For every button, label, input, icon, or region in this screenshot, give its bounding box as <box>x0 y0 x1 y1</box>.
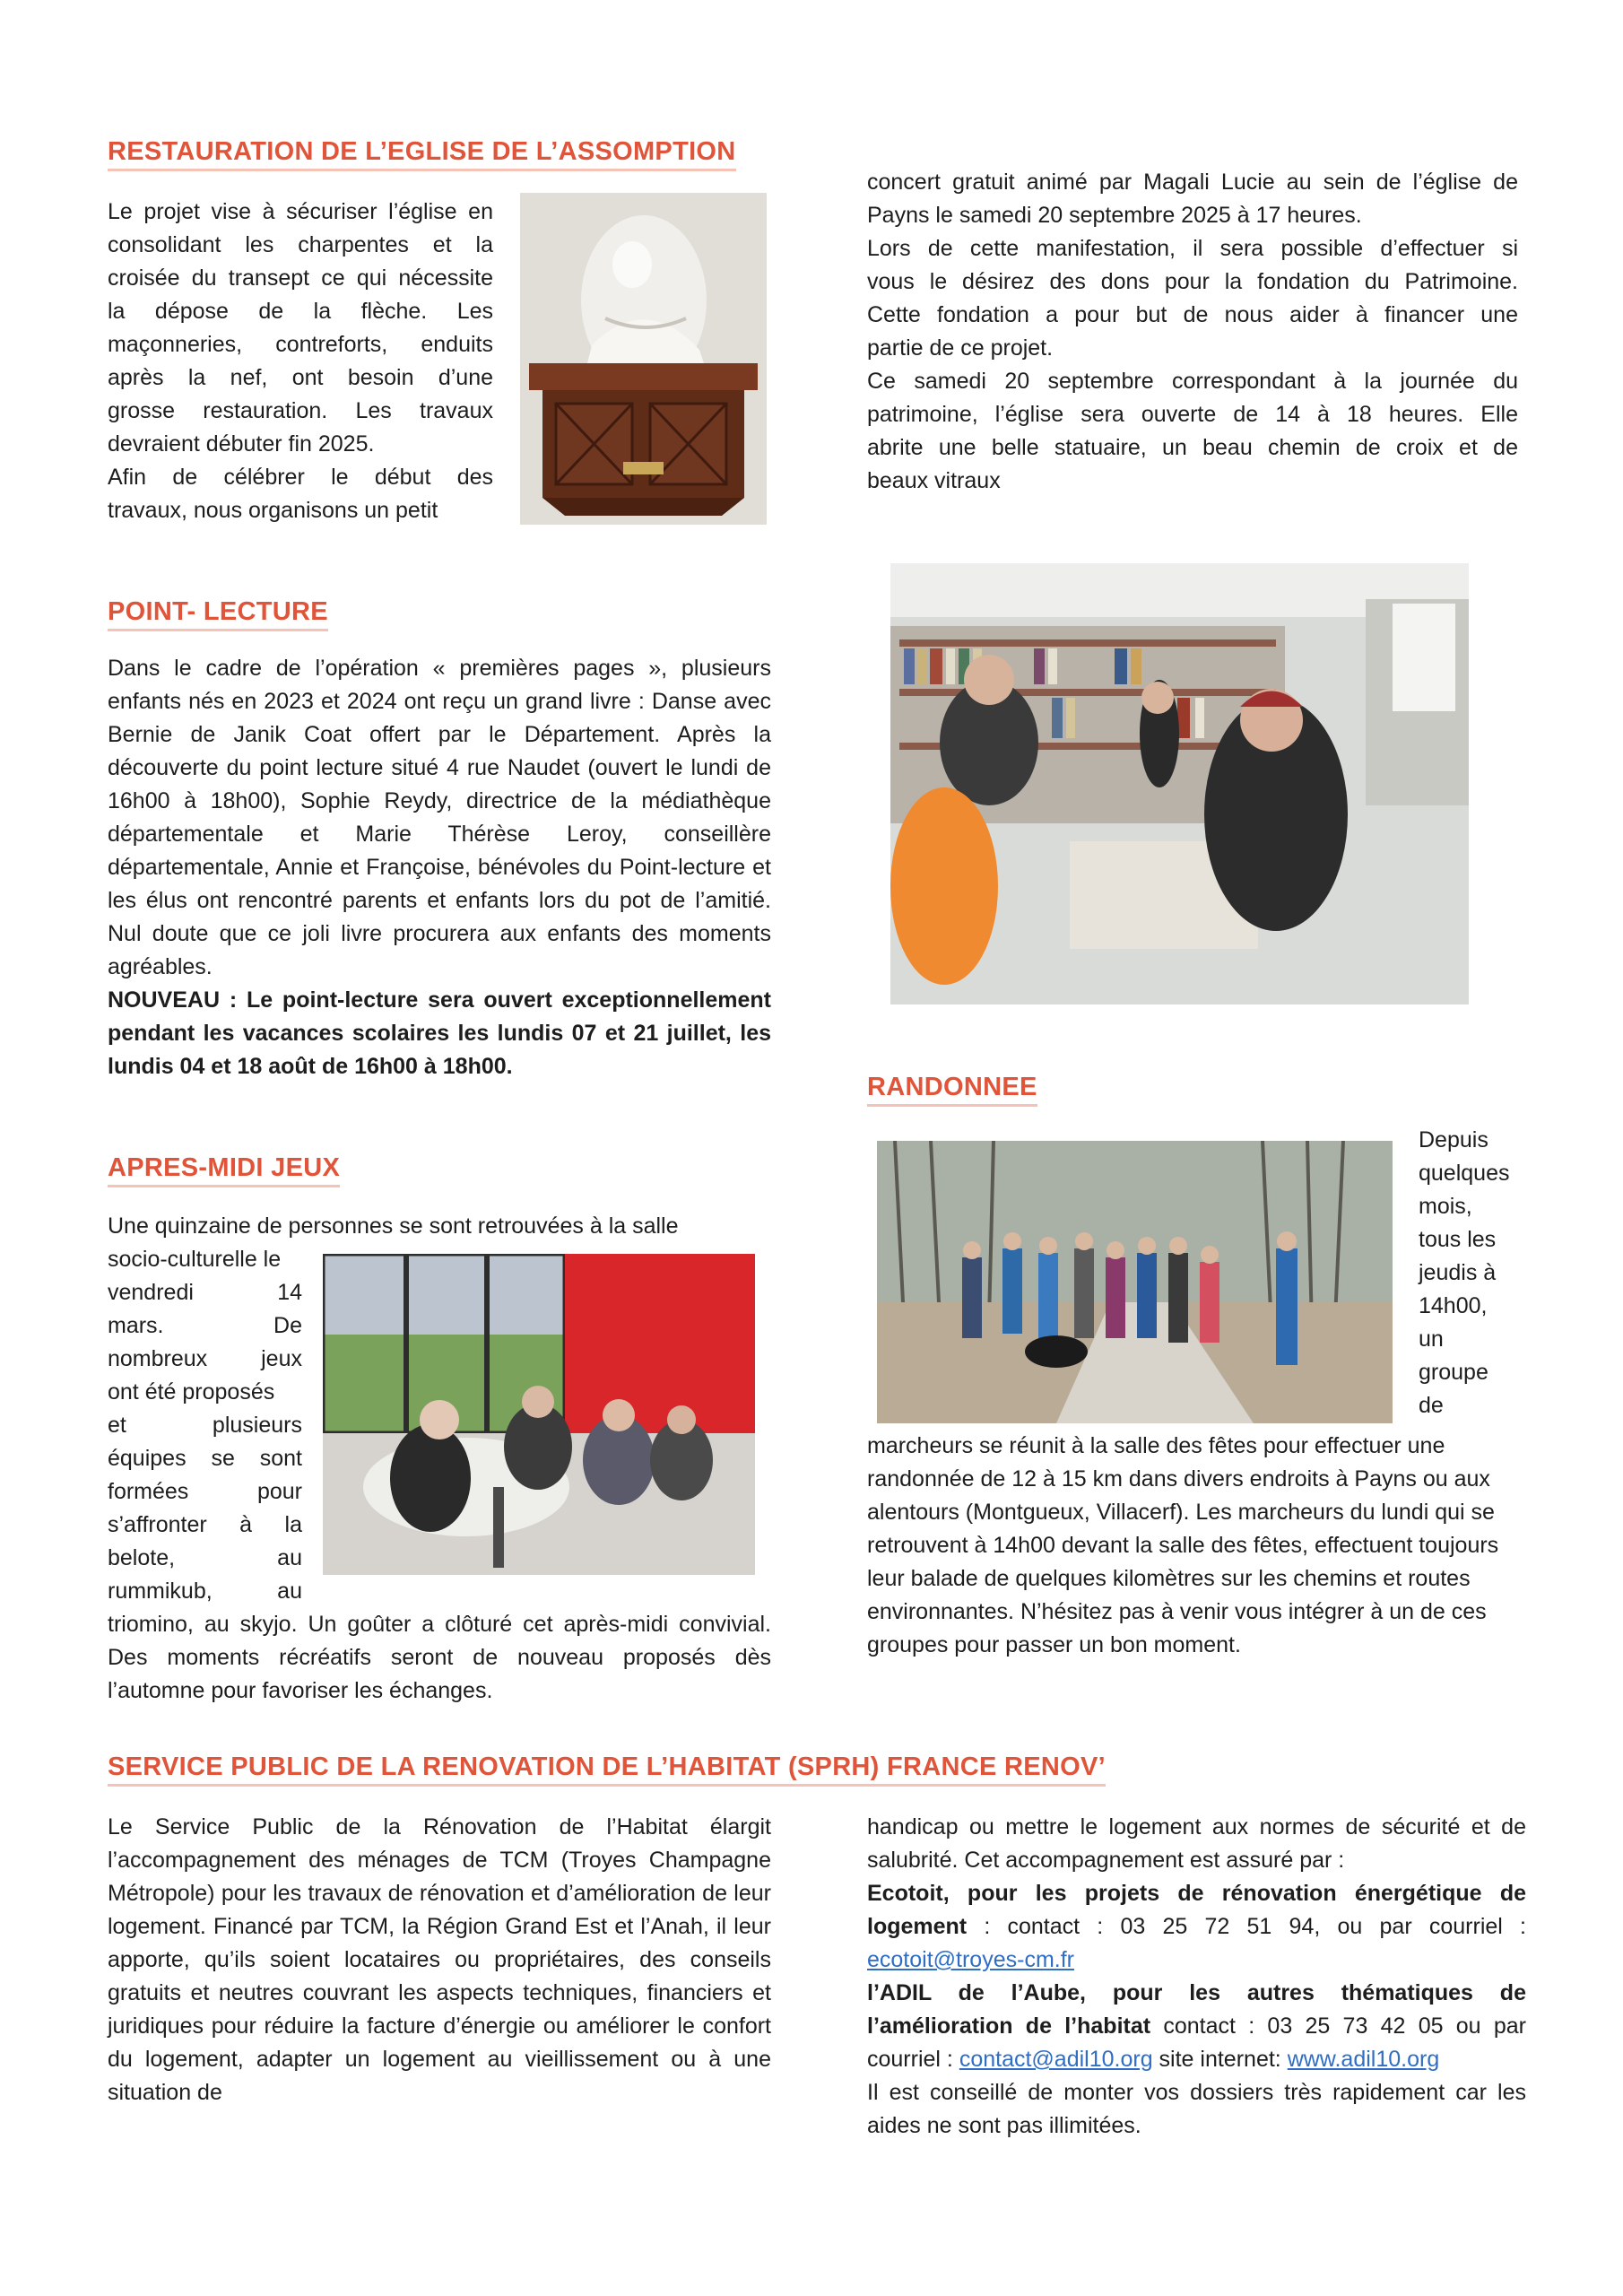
jeux-first-line: Une quinzaine de personnes se sont retrouvées à la salle <box>108 1213 679 1239</box>
pieta-statue-photo <box>520 193 767 525</box>
section-title-restauration: RESTAURATION DE L’EGLISE DE L’ASSOMPTION <box>108 136 736 171</box>
point-lecture-nouveau: NOUVEAU : Le point-lecture sera ouvert exceptionnellement pendant les vacances scolaires les lundis 07 et 21 juillet, les lundis 04 et 18 août de 16h00 à 18h00. <box>108 987 771 1079</box>
restauration-left-text: Le projet vise à sécuriser l’église en consolidant les charpentes et la croisée du transept ce qui nécessite la dépose de la flèche. Les maçonneries, contreforts, enduits après la nef, ont besoin d’une grosse restauration. Les travaux devraient débuter fin 2025. Afin de célébrer le début des travaux, nous organisons un petit <box>108 199 493 523</box>
section-title-randonnee: RANDONNEE <box>867 1072 1037 1107</box>
ecotoit-label: Ecotoit, pour les projets de rénovation énergétique de logement <box>867 1881 1526 1939</box>
jeux-bottom-text: triomino, au skyjo. Un goûter a clôturé cet après-midi convivial. Des moments récréatifs seront de nouveau proposés dès l’automne pour favoriser les échanges. <box>108 1612 771 1703</box>
hiking-group-photo <box>877 1141 1393 1423</box>
section-title-apres-midi-jeux: APRES-MIDI JEUX <box>108 1152 340 1187</box>
sprh-right-text: handicap ou mettre le logement aux normes de sécurité et de salubrité. Cet accompagnement est assuré par : Ecotoit, pour les projets de rénovation énergétique de logement : contact : 03 25 72 51 94, ou par courriel : ecotoit@troyes-cm.fr l’ADIL de l’Aube, pour les autres thématiques de l’amélioration de l’habitat contact : 03 25 73 42 05 ou par courriel : contact@adil10.org site internet: www.adil10.org Il est conseillé de monter vos dossiers très rapidement car les aides ne sont pas illimitées. <box>867 1814 1526 2138</box>
library-photo <box>890 563 1469 1004</box>
adil-label: l’ADIL de l’Aube, pour les autres thématiques de l’amélioration de l’habitat <box>867 1980 1526 2039</box>
games-afternoon-photo <box>323 1254 755 1575</box>
jeux-left-text: socio-culturelle le vendredi 14 mars. De nombreux jeux ont été proposés et plusieurs équipes se sont formées pour s’affronter à la belote, au rummikub, au <box>108 1247 302 1604</box>
randonnee-bottom-text: marcheurs se réunit à la salle des fêtes pour effectuer une randonnée de 12 à 15 km dans divers endroits à Payns ou aux alentours (Montgueux, Villacerf). Les marcheurs du lundi qui se retrouvent à 14h00 devant la salle des fêtes, effectuent toujours leur balade de quelques kilomètres sur les chemins et routes environnantes. N’hésitez pas à venir vous intégrer à un de ces groupes pour passer un bon moment. <box>867 1433 1499 1657</box>
section-title-sprh: SERVICE PUBLIC DE LA RENOVATION DE L’HABITAT (SPRH) FRANCE RENOV’ <box>108 1752 1106 1787</box>
sprh-left-text: Le Service Public de la Rénovation de l’Habitat élargit l’accompagnement des ménages de TCM (Troyes Champagne Métropole) pour les travaux de rénovation et d’amélioration de leur logement. Financé par TCM, la Région Grand Est et l’Anah, il leur apporte, qu’ils soient locataires ou propriétaires, des conseils gratuits et neutres couvrant les aspects techniques, financiers et juridiques pour réduire la facture d’énergie ou améliorer le confort du logement, adapter un logement au vieillissement ou à une situation de <box>108 1814 771 2105</box>
section-title-point-lecture: POINT- LECTURE <box>108 596 328 631</box>
randonnee-right-text: Depuis quelques mois, tous les jeudis à 14h00, un groupe de <box>1419 1127 1510 1418</box>
restauration-right-text: concert gratuit animé par Magali Lucie au sein de l’église de Payns le samedi 20 septembre 2025 à 17 heures. Lors de cette manifestation, il sera possible d’effectuer si vous le désirez des dons pour la fondation du Patrimoine. Cette fondation a pour but de nous aider à financer une partie de ce projet. Ce samedi 20 septembre correspondant à la journée du patrimoine, l’église sera ouverte de 14 à 18 heures. Elle abrite une belle statuaire, un beau chemin de croix et de beaux vitraux <box>867 170 1518 493</box>
ecotoit-email-link[interactable]: ecotoit@troyes-cm.fr <box>867 1947 1074 1972</box>
point-lecture-text: Dans le cadre de l’opération « premières pages », plusieurs enfants nés en 2023 et 2024 ont reçu un grand livre : Danse avec Bernie de Janik Coat offert par le Département. Après la découverte du point lecture situé 4 rue Naudet (ouvert le lundi de 16h00 à 18h00), Sophie Reydy, directrice de la médiathèque départementale et Marie Thérèse Leroy, conseillère départementale, Annie et Françoise, bénévoles du Point-lecture et les élus ont rencontré parents et enfants lors du pot de l’amitié. Nul doute que ce joli livre procurera aux enfants des moments agréables. <box>108 656 771 979</box>
adil-email-link[interactable]: contact@adil10.org <box>959 2047 1153 2072</box>
adil-website-link[interactable]: www.adil10.org <box>1287 2047 1440 2072</box>
